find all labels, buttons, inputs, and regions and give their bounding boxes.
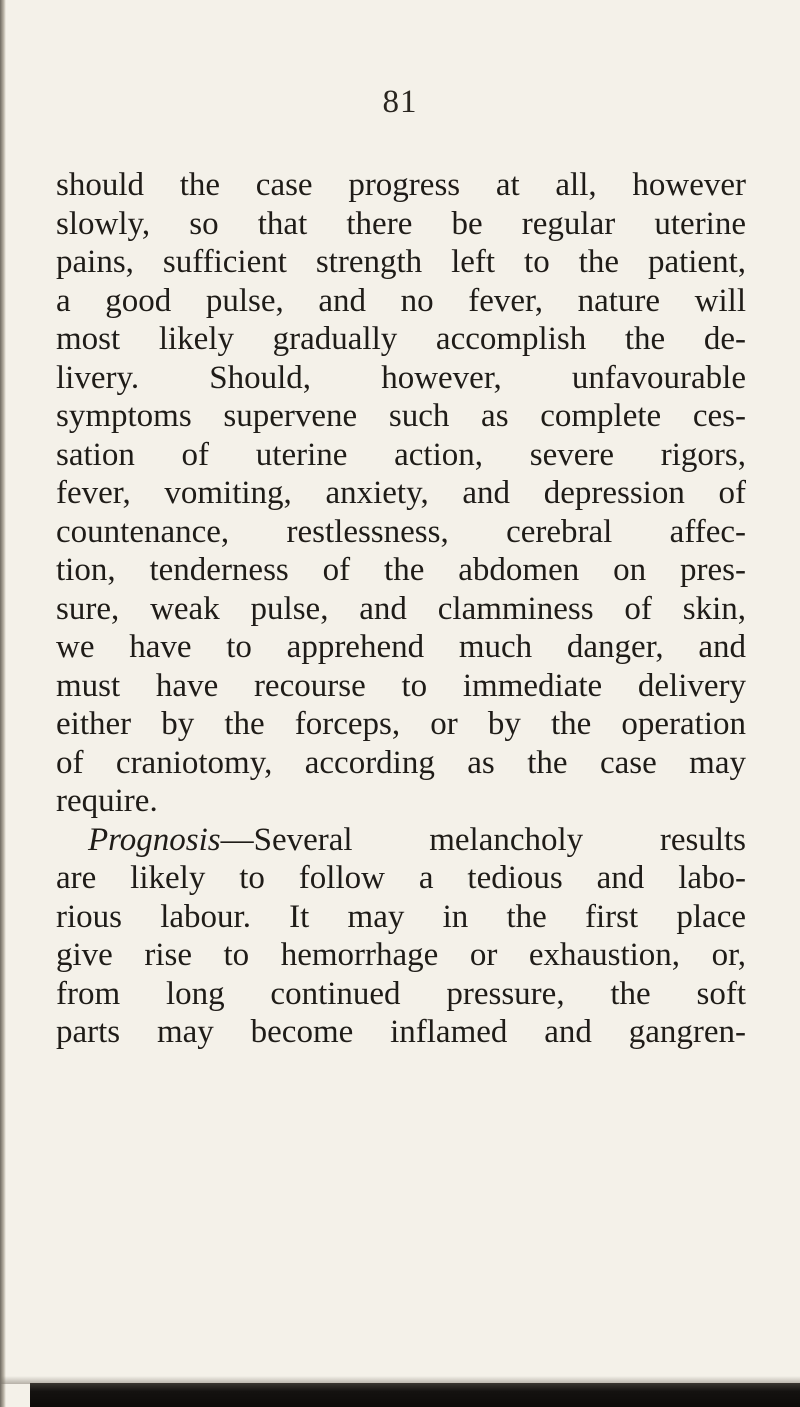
prognosis-paragraph-start [56,821,746,860]
text-line: must have recourse to immediate delivery [56,667,746,704]
text-line: we have to apprehend much danger, and [56,629,746,665]
prognosis-first-line: —Several melancholy results [220,821,746,858]
text-line: symptoms supervene such as complete ces- [56,398,746,434]
text-line: parts may become inflamed and gangren- [56,1014,746,1050]
text-line: tion, tenderness of the abdomen on pres- [56,552,746,588]
prognosis-heading: Prognosis [88,821,221,858]
text-line: a good pulse, and no fever, nature will [56,282,746,319]
page-number: 81 [382,84,418,120]
text-line: give rise to hemorrhage or exhaustion, or, [56,937,746,973]
text-line: fever, vomiting, anxiety, and depression of [56,475,746,511]
text-line: most likely gradually accomplish the de- [56,321,746,357]
text-line: rious labour. It may in the first place [56,898,746,935]
text-line: livery. Should, however, unfavourable [56,359,746,396]
text-line: either by the forceps, or by the operation [56,706,746,742]
text-line: require. [56,783,158,819]
body-text [56,166,746,1052]
text-line: slowly, so that there be regular uterine [56,205,746,242]
text-line: from long continued pressure, the soft [56,975,746,1012]
page-left-edge [0,0,6,1407]
page-bottom-edge [30,1383,800,1407]
text-line: of craniotomy, according as the case may [56,744,746,781]
text-line: countenance, restlessness, cerebral affec- [56,513,746,550]
text-line: should the case progress at all, however [56,167,746,203]
text-line: sure, weak pulse, and clamminess of skin, [56,590,746,627]
text-line: sation of uterine action, severe rigors, [56,436,746,473]
text-line: pains, sufficient strength left to the patient, [56,244,746,280]
text-line: are likely to follow a tedious and labo- [56,860,746,896]
